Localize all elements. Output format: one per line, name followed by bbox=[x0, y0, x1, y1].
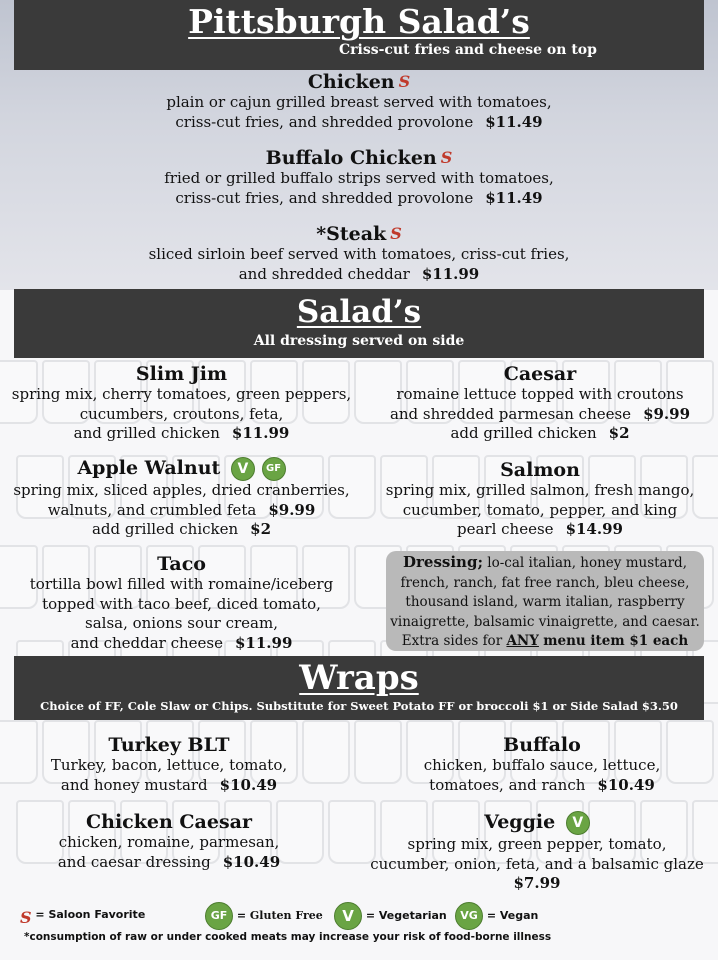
item-name: Apple Walnut bbox=[77, 457, 221, 479]
item-description: chicken, buffalo sauce, lettuce, bbox=[423, 756, 661, 774]
legend-label: = Gluten Free bbox=[236, 909, 323, 922]
item-name: Buffalo bbox=[503, 734, 581, 756]
dressing-options-box bbox=[386, 551, 704, 651]
dressing-label: Dressing; bbox=[403, 553, 483, 571]
item-price: $11.99 bbox=[231, 424, 290, 442]
saloon-favorite-icon: S bbox=[440, 148, 453, 167]
item-description: and shredded cheddar bbox=[238, 264, 410, 283]
item-description: spring mix, grilled salmon, fresh mango, bbox=[385, 481, 695, 499]
item-description: spring mix, cherry tomatoes, green peppers, bbox=[11, 385, 352, 403]
legend-vegan bbox=[455, 902, 538, 930]
item-price: $14.99 bbox=[565, 520, 623, 538]
menu-item-caesar bbox=[366, 363, 714, 444]
item-price: $11.49 bbox=[485, 112, 543, 131]
legend-saloon-favorite bbox=[20, 908, 145, 927]
dressing-list: french, ranch, fat free ranch, bleu cheese, bbox=[400, 574, 690, 591]
vegan-icon: VG bbox=[455, 902, 483, 930]
item-description: plain or cajun grilled breast served with tomatoes, bbox=[166, 93, 552, 111]
item-description: and caesar dressing bbox=[57, 852, 211, 871]
item-name: *Steak bbox=[316, 223, 387, 245]
menu-item-turkey-blt bbox=[4, 734, 334, 795]
vegetarian-icon: V bbox=[566, 811, 590, 835]
raw-meat-disclaimer: *consumption of raw or under cooked meats may increase your risk of food-borne illness bbox=[24, 931, 552, 943]
item-addon-price: $2 bbox=[250, 520, 272, 538]
item-description: criss-cut fries, and shredded provolone bbox=[175, 188, 474, 207]
item-description: cucumber, onion, feta, and a balsamic glaze bbox=[370, 854, 704, 873]
item-description: chicken, romaine, parmesan, bbox=[58, 833, 280, 851]
legend-vegetarian bbox=[334, 902, 447, 930]
item-description: and cheddar cheese bbox=[70, 633, 223, 652]
menu-item-apple-walnut bbox=[4, 457, 359, 540]
item-price: $11.49 bbox=[485, 188, 543, 207]
item-price: $7.99 bbox=[513, 874, 561, 892]
item-description: romaine lettuce topped with croutons bbox=[396, 385, 684, 403]
extra-sides-any: ANY bbox=[506, 633, 539, 649]
extra-sides-text: Extra sides for bbox=[401, 633, 503, 649]
item-description: spring mix, sliced apples, dried cranberries, bbox=[13, 481, 350, 499]
item-description: Turkey, bacon, lettuce, tomato, bbox=[50, 756, 288, 774]
item-name: Buffalo Chicken bbox=[265, 147, 437, 169]
salads-title: Salad’s bbox=[296, 294, 422, 330]
dressing-list: vinaigrette, balsamic vinaigrette, and caesar. bbox=[390, 613, 700, 630]
pittsburgh-salads-subtitle: Criss-cut fries and cheese on top bbox=[339, 42, 597, 58]
saloon-favorite-icon: S bbox=[398, 72, 411, 91]
pittsburgh-salads-header bbox=[14, 0, 704, 70]
pittsburgh-salads-title: Pittsburgh Salad’s bbox=[188, 2, 530, 41]
item-description: pearl cheese bbox=[457, 520, 554, 538]
dressing-list: thousand island, warm italian, raspberry bbox=[405, 594, 685, 610]
item-description: and honey mustard bbox=[60, 775, 208, 794]
item-description: cucumbers, croutons, feta, bbox=[79, 404, 284, 423]
wraps-title: Wraps bbox=[299, 658, 419, 698]
menu-item-buffalo-chicken bbox=[14, 147, 704, 208]
item-description: salsa, onions sour cream, bbox=[85, 614, 278, 632]
item-description: and grilled chicken bbox=[73, 424, 220, 442]
wraps-header bbox=[14, 656, 704, 720]
item-addon-price: $2 bbox=[608, 424, 630, 442]
gluten-free-icon: GF bbox=[205, 902, 233, 930]
menu-item-slim-jim bbox=[4, 363, 359, 444]
menu-item-buffalo-wrap bbox=[366, 734, 718, 795]
saloon-favorite-icon: S bbox=[20, 908, 32, 927]
item-description: cucumber, tomato, pepper, and king bbox=[402, 500, 678, 519]
gluten-free-icon: GF bbox=[262, 457, 286, 481]
item-name: Salmon bbox=[500, 459, 580, 481]
item-name: Taco bbox=[157, 553, 206, 575]
item-description: sliced sirloin beef served with tomatoes, criss-cut fries, bbox=[148, 245, 570, 263]
item-description: criss-cut fries, and shredded provolone bbox=[175, 112, 474, 131]
vegetarian-icon: V bbox=[334, 902, 362, 930]
item-name: Caesar bbox=[503, 363, 577, 385]
item-description: fried or grilled buffalo strips served with tomatoes, bbox=[164, 169, 554, 187]
item-price: $10.49 bbox=[219, 775, 278, 794]
item-description: and shredded parmesan cheese bbox=[389, 404, 632, 423]
vegetarian-icon: V bbox=[231, 457, 255, 481]
legend-label: = Vegetarian bbox=[365, 909, 447, 922]
item-price: $10.49 bbox=[597, 775, 655, 794]
item-addon: add grilled chicken bbox=[91, 520, 239, 538]
item-name: Turkey BLT bbox=[108, 734, 230, 756]
menu-item-salmon bbox=[366, 459, 714, 540]
wraps-subtitle: Choice of FF, Cole Slaw or Chips. Substitute for Sweet Potato FF or broccoli $1 or Side Salad $3.50 bbox=[40, 699, 678, 713]
item-name: Chicken Caesar bbox=[86, 811, 252, 833]
extra-sides-price: menu item $1 each bbox=[543, 633, 689, 649]
legend-label: = Saloon Favorite bbox=[35, 908, 146, 921]
item-description: tomatoes, and ranch bbox=[429, 775, 586, 794]
item-name: Chicken bbox=[307, 71, 395, 93]
menu-item-steak bbox=[14, 223, 704, 284]
menu-item-chicken bbox=[14, 71, 704, 132]
salads-header bbox=[14, 289, 704, 358]
saloon-favorite-icon: S bbox=[390, 224, 402, 243]
item-price: $11.99 bbox=[234, 633, 293, 652]
item-price: $9.99 bbox=[643, 404, 691, 423]
legend-label: = Vegan bbox=[486, 909, 539, 922]
item-description: walnuts, and crumbled feta bbox=[47, 500, 257, 519]
item-price: $10.49 bbox=[222, 852, 281, 871]
menu-item-veggie bbox=[356, 811, 718, 894]
item-addon: add grilled chicken bbox=[450, 424, 597, 442]
legend-gluten-free bbox=[205, 902, 323, 930]
item-price: $11.99 bbox=[421, 264, 480, 283]
menu-item-taco bbox=[4, 553, 359, 653]
item-name: Slim Jim bbox=[135, 363, 228, 385]
salads-subtitle: All dressing served on side bbox=[253, 333, 465, 349]
item-name: Veggie bbox=[484, 811, 556, 833]
dressing-list: lo-cal italian, honey mustard, bbox=[487, 555, 687, 571]
item-price: $9.99 bbox=[268, 500, 316, 519]
item-description: spring mix, green pepper, tomato, bbox=[407, 835, 667, 853]
menu-item-chicken-caesar bbox=[4, 811, 334, 872]
item-description: topped with taco beef, diced tomato, bbox=[42, 594, 321, 613]
item-description: tortilla bowl filled with romaine/iceberg bbox=[29, 575, 334, 593]
